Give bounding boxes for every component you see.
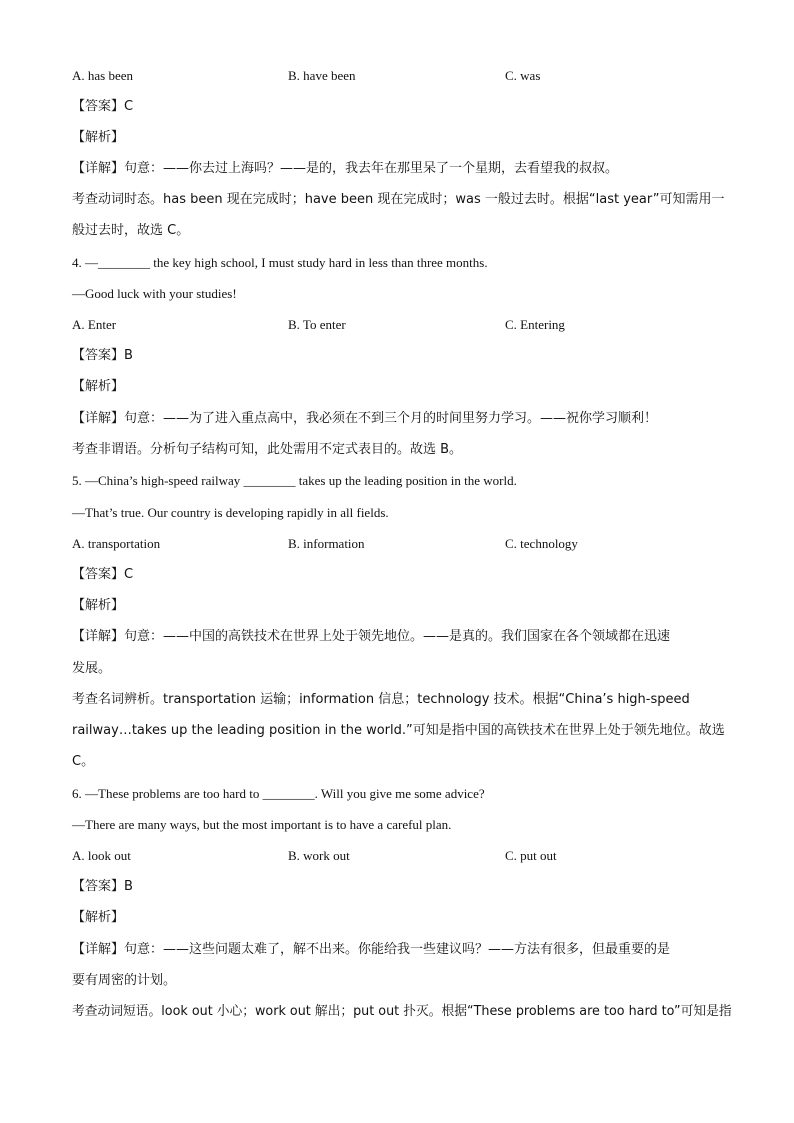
q6-detail-line-1: 【详解】句意：——这些问题太难了，解不出来。你能给我一些建议吗？——方法有很多，但最重要的是 [72, 942, 671, 957]
q5-explanation-line-1: 考查名词辨析。transportation 运输；information 信息；technology 技术。根据“China’s high-speed [72, 692, 690, 707]
q5-option-a: A. transportation [72, 536, 161, 551]
q6-reply: —There are many ways, but the most important is to have a careful plan. [72, 817, 452, 832]
q5-option-c: C. technology [505, 536, 578, 551]
q5-question: 5. —China’s high-speed railway ________ takes up the leading position in the world. [72, 473, 517, 488]
q4-detail: 【详解】句意：——为了进入重点高中，我必须在不到三个月的时间里努力学习。——祝你学习顺利！ [72, 411, 658, 426]
q3-option-c: C. was [505, 68, 541, 83]
q5-explanation-line-3: C。 [72, 754, 95, 769]
q4-reply: —Good luck with your studies! [72, 286, 237, 301]
q4-answer: 【答案】B [72, 348, 133, 363]
q3-explanation-line-2: 般过去时，故选 C。 [72, 223, 190, 238]
q6-option-b: B. work out [288, 848, 350, 863]
q3-answer: 【答案】C [72, 99, 134, 114]
q4-explanation-line-1: 考查非谓语。分析句子结构可知，此处需用不定式表目的。故选 B。 [72, 442, 463, 457]
q6-explanation-line-1: 考查动词短语。look out 小心；work out 解出；put out 扑灭。根据“These problems are too hard to”可知是指 [72, 1004, 732, 1019]
q6-option-a: A. look out [72, 848, 131, 863]
q5-explanation-line-2: railway…takes up the leading position in the world.”可知是指中国的高铁技术在世界上处于领先地位。故选 [72, 723, 725, 738]
q4-question: 4. —________ the key high school, I must study hard in less than three months. [72, 255, 488, 270]
q5-detail-line-2: 发展。 [72, 661, 112, 676]
q3-option-b: B. have been [288, 68, 356, 83]
q3-explanation-line-1: 考查动词时态。has been 现在完成时；have been 现在完成时；was 一般过去时。根据“last year”可知需用一 [72, 192, 725, 207]
q4-analysis-heading: 【解析】 [72, 379, 125, 394]
q6-question: 6. —These problems are too hard to ________. Will you give me some advice? [72, 786, 485, 801]
q5-option-b: B. information [288, 536, 365, 551]
q5-answer: 【答案】C [72, 567, 134, 582]
q6-detail-line-2: 要有周密的计划。 [72, 973, 177, 988]
q5-detail-line-1: 【详解】句意：——中国的高铁技术在世界上处于领先地位。——是真的。我们国家在各个领域都在迅速 [72, 629, 671, 644]
q3-detail: 【详解】句意：——你去过上海吗？——是的，我去年在那里呆了一个星期，去看望我的叔叔。 [72, 161, 619, 176]
q5-reply: —That’s true. Our country is developing rapidly in all fields. [72, 505, 389, 520]
q3-option-a: A. has been [72, 68, 134, 83]
q5-analysis-heading: 【解析】 [72, 598, 125, 613]
q6-option-c: C. put out [505, 848, 557, 863]
q4-option-b: B. To enter [288, 317, 346, 332]
q4-option-c: C. Entering [505, 317, 565, 332]
q6-answer: 【答案】B [72, 879, 133, 894]
q6-analysis-heading: 【解析】 [72, 910, 125, 925]
q3-analysis-heading: 【解析】 [72, 130, 125, 145]
q4-option-a: A. Enter [72, 317, 117, 332]
